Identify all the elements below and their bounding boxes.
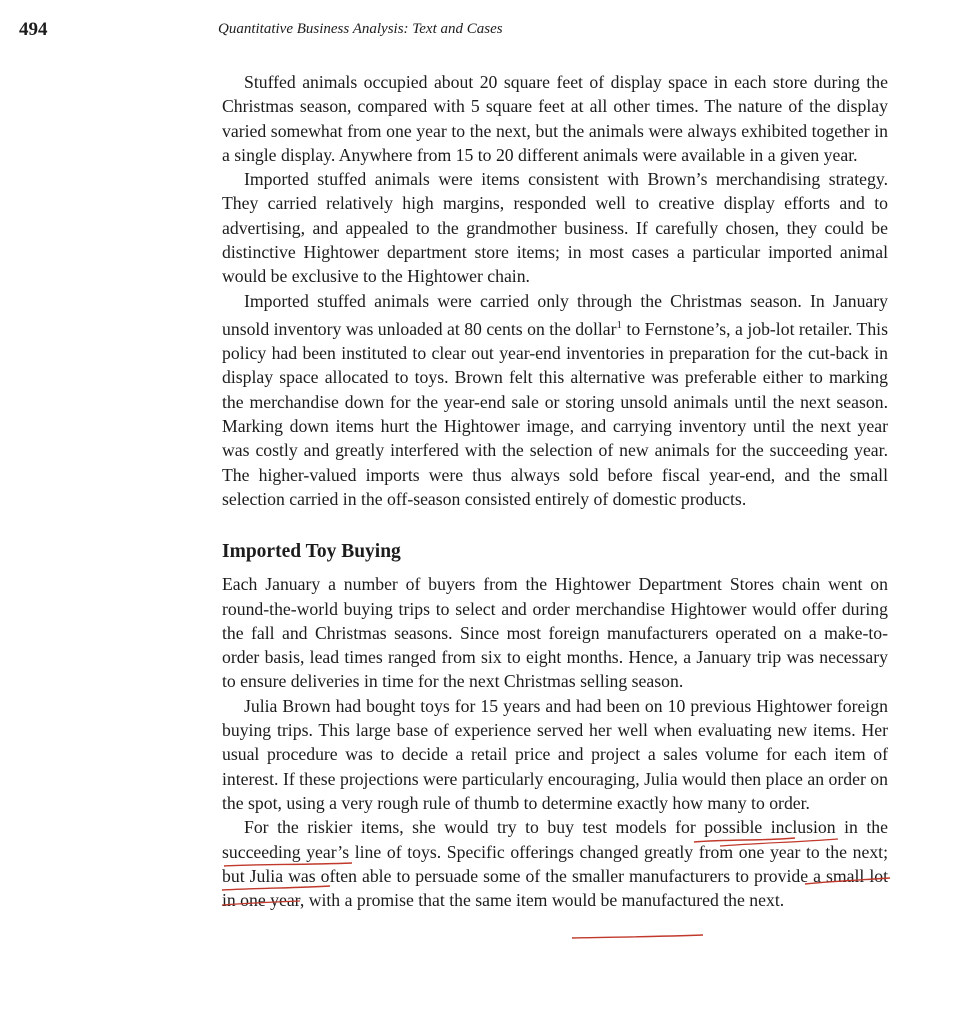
underlined-phrase: a sales volume xyxy=(647,744,759,765)
paragraph xyxy=(222,815,888,912)
paragraph: Stuffed animals occupied about 20 square feet of display space in each store during the Christmas season, compared with 5 square feet at all other times. The nature of the display varied somewhat from one year to the next, but the animals were always exhibited together in a single display. Anywhere from 15 to 20 different animals were available in a given year. xyxy=(222,72,888,165)
paragraph-text: and project xyxy=(550,744,648,765)
paragraph-text: Imported stuffed animals were carried only through the Christmas season. In January unsold inventory was unloaded at 80 cents on the dollar xyxy=(222,290,888,339)
text-column xyxy=(222,70,888,912)
footnote-marker[interactable]: 1 xyxy=(616,318,623,331)
underlined-phrase: buy test models xyxy=(547,817,667,838)
paragraph-text: to Fernstone’s, a job-lot retailer. This policy had been instituted to clear out year-end inventories in preparation for the cut-back in display space allocated to toys. Brown felt this alternative was preferable either to marking the merchandise down for the year-end sale or storing unsold animals until the next season. Marking down items hurt the Hightower image, and carrying inventory until the next year was costly and greatly interfered with the selection of new animals for the succeeding year. The higher-valued imports were thus always sold before fiscal year-end, and the small selection carried in the off-season consisted entirely of domestic products. xyxy=(222,318,888,509)
paragraph-text: , Julia would then place an order on the spot, using a very xyxy=(222,768,888,813)
underlined-phrase: rough rule of thumb xyxy=(377,792,520,813)
paragraph-text: to determine exactly how many to order. xyxy=(519,792,810,813)
paragraph: Each January a number of buyers from the Hightower Department Stores chain went on round-the-world buying trips to select and order merchandise Hightower would offer during the fall and Christmas seasons. Since most foreign manufacturers operated on a make-to-order basis, lead times ranged from six to eight months. Hence, a January trip was necessary to ensure deliveries in time for the next Christmas selling season. xyxy=(222,574,888,692)
page-number: 494 xyxy=(19,19,48,40)
section-heading: Imported Toy Buying xyxy=(222,541,401,563)
running-head: Quantitative Business Analysis: Text and Cases xyxy=(218,21,503,37)
paragraph-text: for possible inclusion in the succeeding year’s line of toys. Specific offerings changed greatly from one year to the next; but Julia was often able to persuade some of the smaller manufacturers to provide a small lot in one year, with a promise that the same item would be manufactured the next. xyxy=(222,817,889,911)
underlined-phrase: a retail price xyxy=(455,744,551,765)
paragraph xyxy=(222,289,888,512)
paragraph: Imported stuffed animals were items consistent with Brown’s merchandising strategy. They carried relatively high margins, responded well to creative display efforts and to advertising, and appealed to the grandmother business. If carefully chosen, they could be distinctive Hightower department store items; in most cases a particular imported animal would be exclusive to the Hightower chain. xyxy=(222,169,888,287)
ink-underline xyxy=(572,935,703,938)
underlined-phrase: encouraging xyxy=(547,768,636,789)
paragraph-text: Julia Brown had bought toys for 15 years and had been on 10 previous Hightower foreign buying trips. This large base of experience served her well when evaluating new items. Her usual procedure was to decide xyxy=(222,695,888,765)
paragraph-text: for each item of interest. If these projections were particularly xyxy=(222,744,888,789)
paragraph-text: For the riskier items, she would try to xyxy=(244,817,548,838)
paragraph xyxy=(222,694,888,815)
